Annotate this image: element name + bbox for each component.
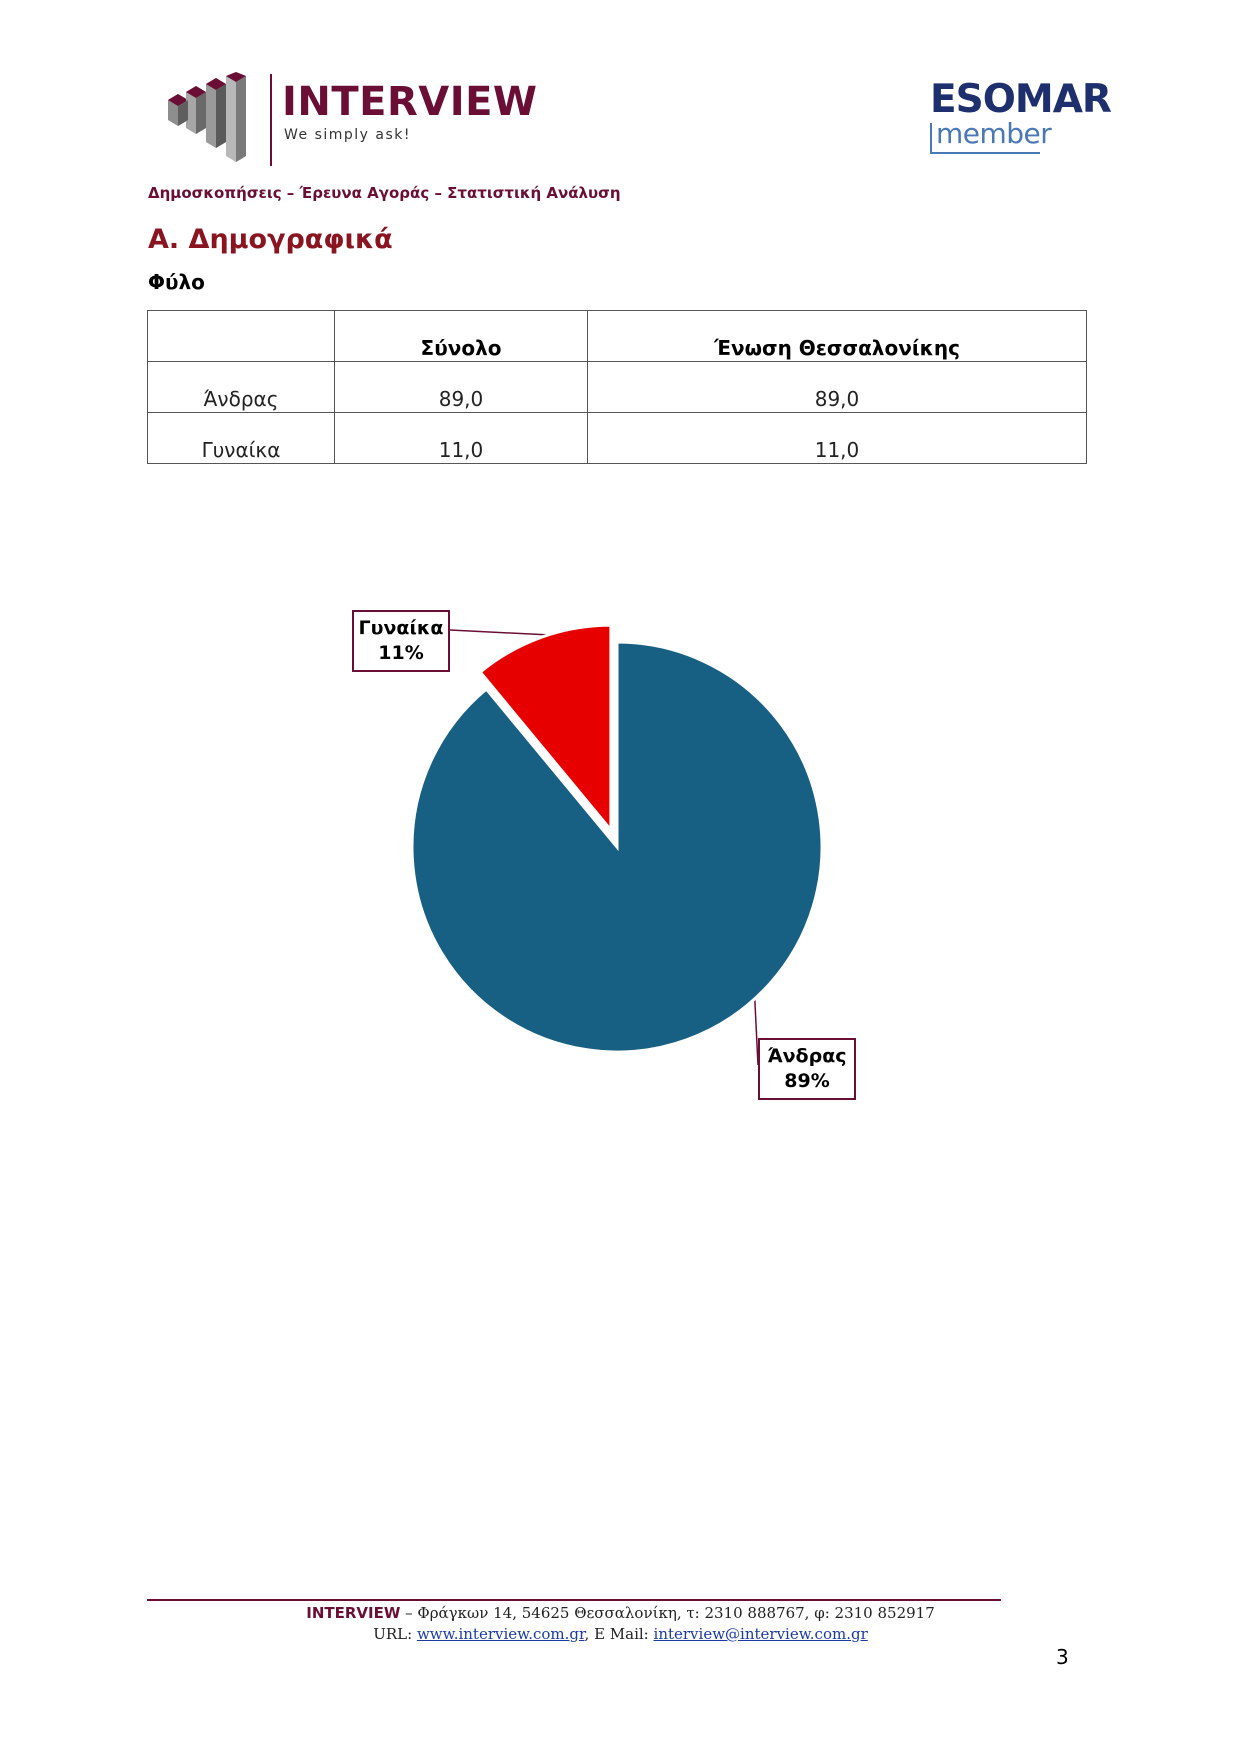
table-row [148,362,1087,413]
cell-union: 11,0 [588,413,1087,464]
cell-union: 89,0 [588,362,1087,413]
interview-logo-text: INTERVIEW [282,79,538,125]
row-label: Άνδρας [148,362,335,413]
footer-mail-label: , E Mail: [584,1625,654,1643]
footer-address-line [0,1604,1241,1622]
footer-url-link[interactable]: www.interview.com.gr [416,1625,585,1643]
callout-female-name: Γυναίκα [358,617,444,639]
esomar-logo-underline [930,152,1040,154]
section-heading: Α. Δημογραφικά [148,224,393,255]
table-header-cell: Σύνολο [335,311,588,362]
table-header-cell [148,311,335,362]
pie-slice-male [412,642,822,1052]
cell-total: 89,0 [335,362,588,413]
interview-logo-icon [168,72,260,162]
row-label: Γυναίκα [148,413,335,464]
table-header-cell: Ένωση Θεσσαλονίκης [588,311,1087,362]
callout-male-pct: 89% [784,1070,830,1092]
callout-female [352,610,450,672]
services-tagline: Δημοσκοπήσεις – Έρευνα Αγοράς – Στατιστική Ανάλυση [148,184,621,202]
callout-male-name: Άνδρας [767,1045,847,1067]
table-row [148,413,1087,464]
gender-table [147,310,1087,464]
footer-mail-link[interactable]: interview@interview.com.gr [653,1625,868,1643]
cell-total: 11,0 [335,413,588,464]
table-header-row [148,311,1087,362]
callout-male [758,1038,856,1100]
footer-url-label: URL: [373,1625,417,1643]
page-number: 3 [1056,1645,1069,1669]
esomar-logo-bar [930,123,932,153]
subsection-heading: Φύλο [148,270,205,294]
logo-divider [270,74,272,166]
leader-line-female [450,630,548,635]
esomar-member-text: member [936,117,1052,150]
interview-logo-tagline: We simply ask! [284,127,412,143]
footer-brand: INTERVIEW [306,1604,401,1622]
footer-address: – Φράγκων 14, 54625 Θεσσαλονίκη, τ: 2310 888767, φ: 2310 852917 [400,1604,935,1622]
footer-contact-line [0,1625,1241,1643]
esomar-logo-text: ESOMAR [930,77,1111,122]
callout-female-pct: 11% [378,642,424,664]
footer-rule [147,1599,1001,1601]
